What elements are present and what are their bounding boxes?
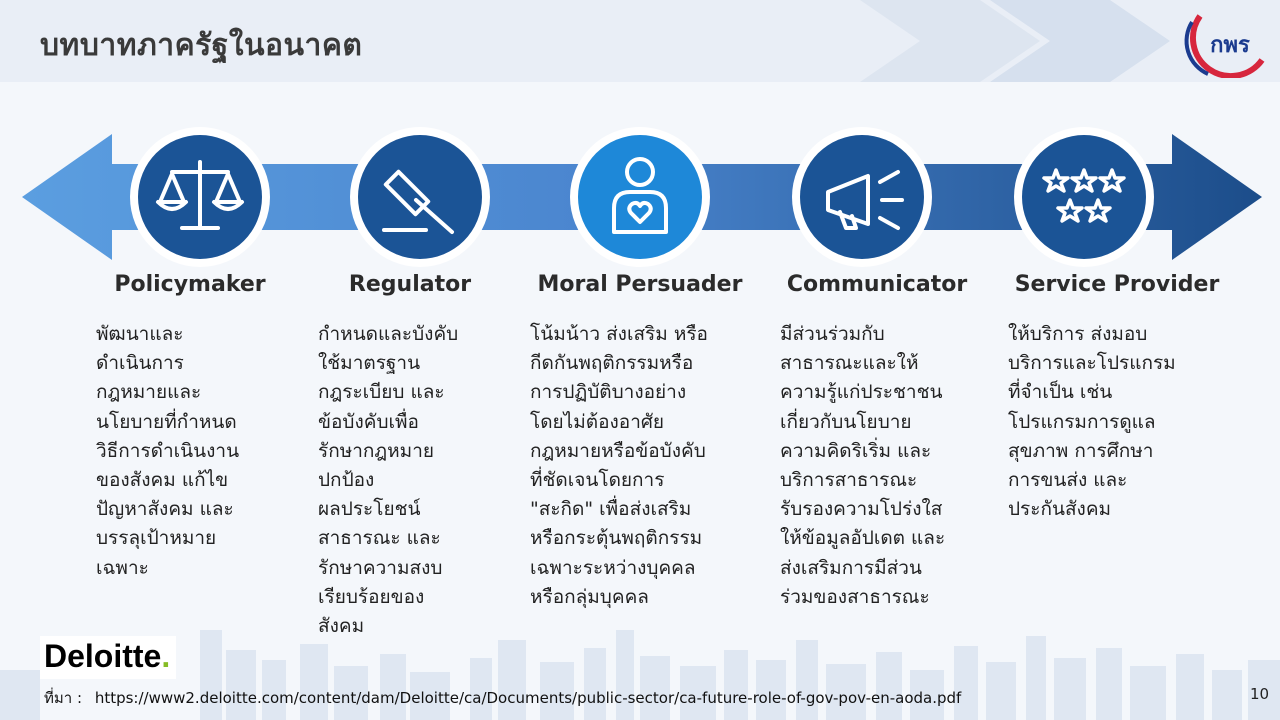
opdc-logo [1178, 8, 1270, 78]
role-desc-communicator: มีส่วนร่วมกับ สาธารณะและให้ ความรู้แก่ประชาชน เกี่ยวกับนโยบาย ความคิดริเริ่ม และ บริการสาธารณะ รับรองความโปร่งใส ให้ข้อมูลอัปเดต และ ส่งเสริมการมีส่วน ร่วมของสาธารณะ [780, 323, 946, 608]
deloitte-logo-text: Deloitte [44, 638, 162, 674]
role-circle-service-provider [1014, 127, 1154, 267]
role-desc-policymaker: พัฒนาและ ดำเนินการ กฎหมายและ นโยบายที่กำหนด วิธีการดำเนินงาน ของสังคม แก้ไข ปัญหาสังคม และ บรรลุเป้าหมาย เฉพาะ [96, 323, 240, 579]
role-title-moral-persuader: Moral Persuader [537, 272, 743, 297]
page-title: บทบาทภาครัฐในอนาคต [40, 28, 363, 63]
role-circle-policymaker [130, 127, 270, 267]
role-title-communicator: Communicator [786, 272, 968, 297]
source-label: ที่มา : [44, 689, 83, 707]
role-desc-regulator: กำหนดและบังคับ ใช้มาตรฐาน กฎระเบียบ และ ข้อบังคับเพื่อ รักษากฎหมาย ปกป้อง ผลประโยชน์ สาธารณะ และ รักษาความสงบ เรียบร้อยของ สังคม [318, 323, 459, 638]
roles-arrow [0, 120, 1280, 270]
role-title-policymaker: Policymaker [114, 272, 266, 297]
deloitte-logo-dot: . [161, 638, 171, 674]
role-desc-moral-persuader: โน้มน้าว ส่งเสริม หรือ กีดกันพฤติกรรมหรือ การปฏิบัติบางอย่าง โดยไม่ต้องอาศัย กฎหมายหรือข้อบังคับ ที่ชัดเจนโดยการ "สะกิด" เพื่อส่งเสริม หรือกระตุ้นพฤติกรรม เฉพาะระหว่างบุคคล หรือกลุ่มบุคคล [530, 323, 708, 608]
page-number: 10 [1250, 685, 1270, 703]
role-circle-regulator [350, 127, 490, 267]
source-link[interactable]: https://www2.deloitte.com/content/dam/Deloitte/ca/Documents/public-sector/ca-future-role-of-gov-pov-en-aoda.pdf [94, 689, 962, 707]
deloitte-logo [40, 636, 176, 679]
role-title-regulator: Regulator [348, 272, 472, 297]
role-circle-communicator [792, 127, 932, 267]
source-citation [44, 686, 961, 710]
role-circle-moral-persuader [570, 127, 710, 267]
logo-text: กพร [1210, 33, 1250, 58]
role-title-service-provider: Service Provider [1014, 272, 1220, 297]
role-desc-service-provider: ให้บริการ ส่งมอบ บริการและโปรแกรม ที่จำเป็น เช่น โปรแกรมการดูแล สุขภาพ การศึกษา การขนส่ง และ ประกันสังคม [1008, 323, 1176, 521]
